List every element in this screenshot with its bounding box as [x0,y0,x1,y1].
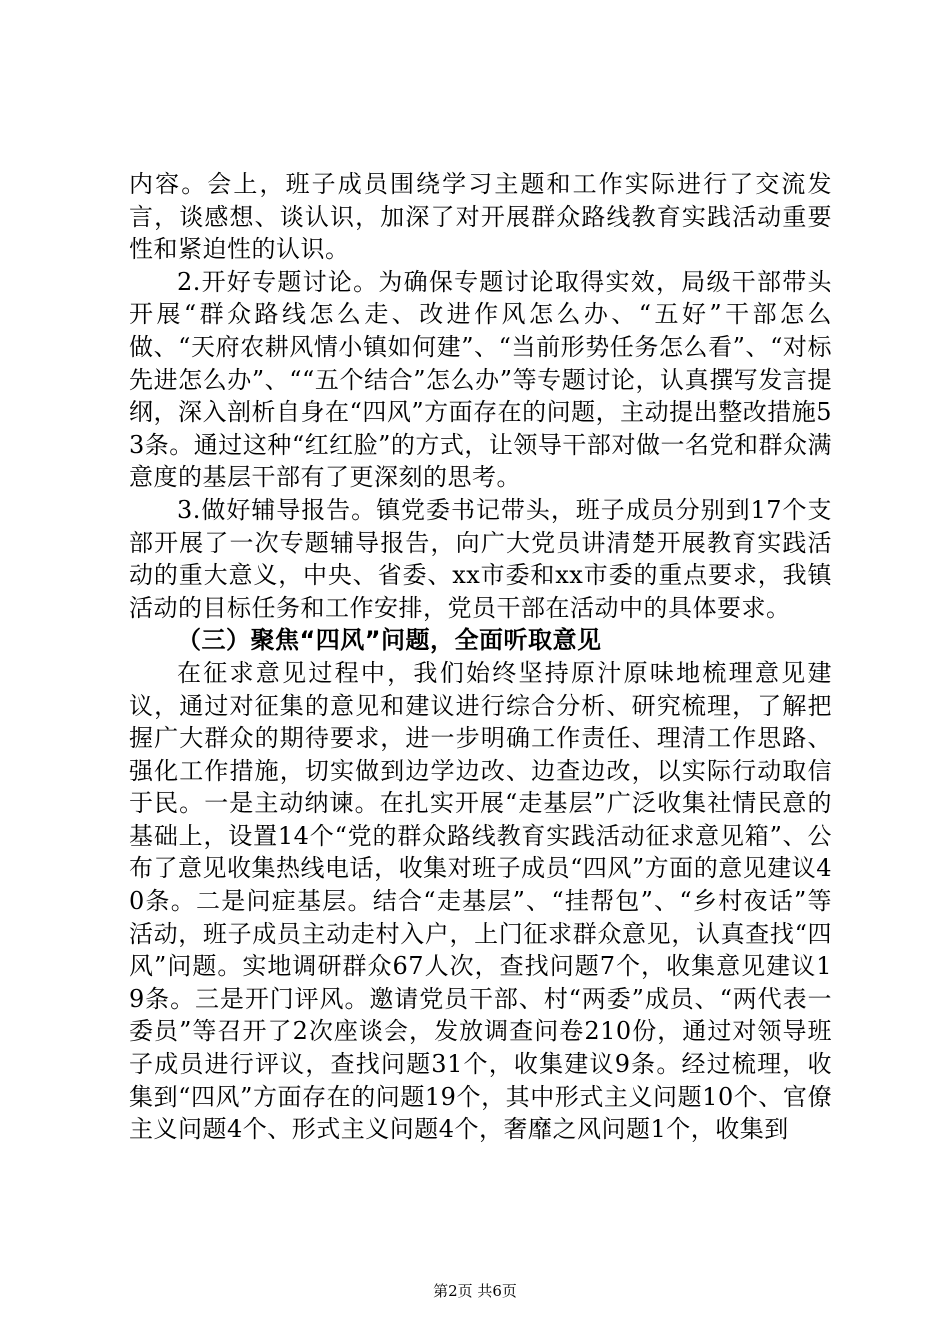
document-body [129,168,832,1146]
section-heading: （三）聚焦“四风”问题，全面听取意见 [177,626,602,655]
paragraph-continuation: 内容。会上，班子成员围绕学习主题和工作实际进行了交流发言，谈感想、谈认识，加深了对开展群众路线教育实践活动重要性和紧迫性的认识。 [129,170,832,264]
paragraph-topic-discussion: 2.开好专题讨论。为确保专题讨论取得实效，局级干部带头开展“群众路线怎么走、改进作风怎么办、“五好”干部怎么做、“天府农耕风情小镇如何建”、“当前形势任务怎么看”、“对标先进怎么办”、““五个结合”怎么办”等专题讨论，认真撰写发言提纲，深入剖析自身在“四风”方面存在的问题，主动提出整改措施53条。通过这种“红红脸”的方式，让领导干部对做一名党和群众满意度的基层干部有了更深刻的思考。 [129,267,832,492]
paragraph-solicit-opinions: 在征求意见过程中，我们始终坚持原汁原味地梳理意见建议，通过对征集的意见和建议进行综合分析、研究梳理，了解把握广大群众的期待要求，进一步明确工作责任、理清工作思路、强化工作措施，切实做到边学边改、边查边改，以实际行动取信于民。一是主动纳谏。在扎实开展“走基层”广泛收集社情民意的基础上，设置14个“党的群众路线教育实践活动征求意见箱”、公布了意见收集热线电话，收集对班子成员“四风”方面的意见建议40条。二是问症基层。结合“走基层”、“挂帮包”、“乡村夜话”等活动，班子成员主动走村入户，上门征求群众意见，认真查找“四风”问题。实地调研群众67人次，查找问题7个，收集意见建议19条。三是开门评风。邀请党员干部、村“两委”成员、“两代表一委员”等召开了2次座谈会，发放调查问卷210份，通过对领导班子成员进行评议，查找问题31个，收集建议9条。经过梳理，收集到“四风”方面存在的问题19个，其中形式主义问题10个、官僚主义问题4个、形式主义问题4个，奢靡之风问题1个，收集到 [129,658,832,1144]
page-number-footer: 第2页 共6页 [433,1282,517,1300]
paragraph-guidance-report: 3.做好辅导报告。镇党委书记带头，班子成员分别到17个支部开展了一次专题辅导报告，向广大党员讲清楚开展教育实践活动的重大意义，中央、省委、xx市委和xx市委的重点要求，我镇活动的目标任务和工作安排，党员干部在活动中的具体要求。 [129,495,832,622]
